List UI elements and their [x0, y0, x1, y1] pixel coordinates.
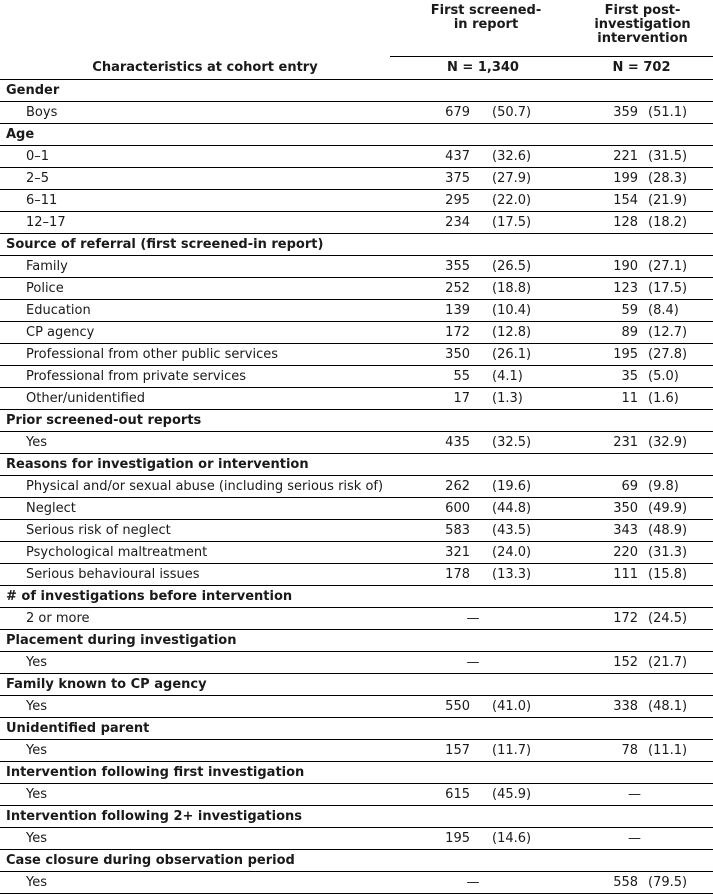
col2-percent: (48.9)	[644, 520, 713, 542]
table-row	[0, 102, 713, 124]
col1-count: 139	[390, 300, 486, 322]
col1-count: 355	[390, 256, 486, 278]
col2-title: First post-investigation intervention	[556, 0, 713, 57]
col1-percent: (18.8)	[486, 278, 556, 300]
col1-percent: (12.8)	[486, 322, 556, 344]
col2-percent: (12.7)	[644, 322, 713, 344]
section-row	[0, 762, 713, 784]
table-row	[0, 542, 713, 564]
col1-count: 295	[390, 190, 486, 212]
col1-count: 178	[390, 564, 486, 586]
col1-count: 252	[390, 278, 486, 300]
col2-count: 35	[556, 366, 644, 388]
table-row	[0, 388, 713, 410]
col2-percent: (28.3)	[644, 168, 713, 190]
row-label: Boys	[0, 102, 390, 124]
table-row	[0, 344, 713, 366]
table-row	[0, 696, 713, 718]
col2-count: 123	[556, 278, 644, 300]
col2-percent: (21.7)	[644, 652, 713, 674]
col1-dash: —	[390, 872, 556, 894]
col1-count: 172	[390, 322, 486, 344]
col2-percent: (31.3)	[644, 542, 713, 564]
row-label: Yes	[0, 784, 390, 806]
col2-count: 195	[556, 344, 644, 366]
col2-count: 69	[556, 476, 644, 498]
col2-count: 152	[556, 652, 644, 674]
col1-count: 600	[390, 498, 486, 520]
row-label: CP agency	[0, 322, 390, 344]
row-label: Psychological maltreatment	[0, 542, 390, 564]
section-label: Reasons for investigation or intervention	[0, 454, 713, 476]
table-row	[0, 828, 713, 850]
row-label: Yes	[0, 828, 390, 850]
col2-percent: (11.1)	[644, 740, 713, 762]
col2-percent: (8.4)	[644, 300, 713, 322]
table-row	[0, 872, 713, 894]
row-label: Serious risk of neglect	[0, 520, 390, 542]
col1-count: 437	[390, 146, 486, 168]
col2-percent: (1.6)	[644, 388, 713, 410]
section-row	[0, 124, 713, 146]
col2-percent: (18.2)	[644, 212, 713, 234]
row-label: 0–1	[0, 146, 390, 168]
section-row	[0, 674, 713, 696]
section-label: Family known to CP agency	[0, 674, 713, 696]
table-row	[0, 146, 713, 168]
row-label: Yes	[0, 740, 390, 762]
col2-n: N = 702	[556, 57, 713, 80]
table-row	[0, 190, 713, 212]
col1-percent: (22.0)	[486, 190, 556, 212]
table-row	[0, 278, 713, 300]
section-row	[0, 234, 713, 256]
col2-count: 231	[556, 432, 644, 454]
row-label: 2–5	[0, 168, 390, 190]
row-label: Neglect	[0, 498, 390, 520]
section-row	[0, 630, 713, 652]
section-label: Age	[0, 124, 713, 146]
section-row	[0, 454, 713, 476]
col2-count: 558	[556, 872, 644, 894]
section-row	[0, 806, 713, 828]
col1-count: 375	[390, 168, 486, 190]
col1-count: 615	[390, 784, 486, 806]
section-label: # of investigations before intervention	[0, 586, 713, 608]
col2-percent: (21.9)	[644, 190, 713, 212]
table-row	[0, 498, 713, 520]
col2-percent: (79.5)	[644, 872, 713, 894]
col1-percent: (26.5)	[486, 256, 556, 278]
col2-percent: (27.8)	[644, 344, 713, 366]
row-label: 2 or more	[0, 608, 390, 630]
row-label: Physical and/or sexual abuse (including serious risk of)	[0, 476, 390, 498]
table-row	[0, 322, 713, 344]
col1-n: N = 1,340	[390, 57, 556, 80]
row-label: Yes	[0, 872, 390, 894]
row-label: Education	[0, 300, 390, 322]
section-row	[0, 586, 713, 608]
section-label: Unidentified parent	[0, 718, 713, 740]
col1-percent: (11.7)	[486, 740, 556, 762]
col1-dash: —	[390, 608, 556, 630]
table-body	[0, 80, 713, 894]
row-label: Other/unidentified	[0, 388, 390, 410]
col1-title: First screened-in report	[390, 0, 556, 57]
col1-percent: (32.6)	[486, 146, 556, 168]
section-label: Placement during investigation	[0, 630, 713, 652]
col1-percent: (19.6)	[486, 476, 556, 498]
col1-dash: —	[390, 652, 556, 674]
col2-percent: (17.5)	[644, 278, 713, 300]
col1-percent: (26.1)	[486, 344, 556, 366]
col2-count: 59	[556, 300, 644, 322]
col1-percent: (43.5)	[486, 520, 556, 542]
table-row	[0, 740, 713, 762]
col2-count: 220	[556, 542, 644, 564]
col2-count: 359	[556, 102, 644, 124]
table-row	[0, 476, 713, 498]
table-row	[0, 652, 713, 674]
col2-count: 350	[556, 498, 644, 520]
col1-count: 234	[390, 212, 486, 234]
col1-count: 435	[390, 432, 486, 454]
col1-percent: (27.9)	[486, 168, 556, 190]
col1-percent: (32.5)	[486, 432, 556, 454]
row-label: Professional from private services	[0, 366, 390, 388]
col2-count: 199	[556, 168, 644, 190]
col2-count: 78	[556, 740, 644, 762]
section-row	[0, 410, 713, 432]
section-label: Prior screened-out reports	[0, 410, 713, 432]
col2-count: 172	[556, 608, 644, 630]
col1-percent: (13.3)	[486, 564, 556, 586]
section-label: Intervention following 2+ investigations	[0, 806, 713, 828]
row-label: 12–17	[0, 212, 390, 234]
col1-percent: (45.9)	[486, 784, 556, 806]
col2-percent: (9.8)	[644, 476, 713, 498]
table-row	[0, 564, 713, 586]
table-row	[0, 520, 713, 542]
col2-count: 343	[556, 520, 644, 542]
section-row	[0, 850, 713, 872]
section-row	[0, 718, 713, 740]
col2-percent: (48.1)	[644, 696, 713, 718]
row-label: Family	[0, 256, 390, 278]
col2-percent: (32.9)	[644, 432, 713, 454]
col1-percent: (17.5)	[486, 212, 556, 234]
row-label: Yes	[0, 432, 390, 454]
col1-percent: (44.8)	[486, 498, 556, 520]
col1-count: 17	[390, 388, 486, 410]
table-row	[0, 256, 713, 278]
section-label: Case closure during observation period	[0, 850, 713, 872]
col1-percent: (1.3)	[486, 388, 556, 410]
section-label: Gender	[0, 80, 713, 102]
col2-count: 128	[556, 212, 644, 234]
section-label: Intervention following first investigation	[0, 762, 713, 784]
col1-count: 262	[390, 476, 486, 498]
col1-count: 195	[390, 828, 486, 850]
col1-percent: (24.0)	[486, 542, 556, 564]
col1-count: 157	[390, 740, 486, 762]
col1-count: 55	[390, 366, 486, 388]
col2-count: 89	[556, 322, 644, 344]
col2-dash: —	[556, 784, 713, 806]
table-row	[0, 608, 713, 630]
col2-dash: —	[556, 828, 713, 850]
col1-count: 321	[390, 542, 486, 564]
col1-count: 679	[390, 102, 486, 124]
col2-count: 154	[556, 190, 644, 212]
row-label: 6–11	[0, 190, 390, 212]
row-label: Yes	[0, 696, 390, 718]
table-row	[0, 366, 713, 388]
table-row	[0, 168, 713, 190]
col1-percent: (14.6)	[486, 828, 556, 850]
col2-percent: (5.0)	[644, 366, 713, 388]
col1-percent: (41.0)	[486, 696, 556, 718]
row-label: Police	[0, 278, 390, 300]
col2-percent: (15.8)	[644, 564, 713, 586]
col1-count: 350	[390, 344, 486, 366]
row-label: Serious behavioural issues	[0, 564, 390, 586]
table-row	[0, 784, 713, 806]
table-row	[0, 300, 713, 322]
section-row	[0, 80, 713, 102]
col2-count: 338	[556, 696, 644, 718]
col2-count: 11	[556, 388, 644, 410]
col2-count: 190	[556, 256, 644, 278]
col2-percent: (24.5)	[644, 608, 713, 630]
col1-percent: (4.1)	[486, 366, 556, 388]
header-spacer	[0, 0, 390, 57]
row-label-header: Characteristics at cohort entry	[0, 57, 390, 80]
row-label: Yes	[0, 652, 390, 674]
col1-count: 550	[390, 696, 486, 718]
col2-percent: (49.9)	[644, 498, 713, 520]
col2-percent: (27.1)	[644, 256, 713, 278]
col2-percent: (31.5)	[644, 146, 713, 168]
table-row	[0, 212, 713, 234]
row-label: Professional from other public services	[0, 344, 390, 366]
col1-count: 583	[390, 520, 486, 542]
table-row	[0, 432, 713, 454]
col2-count: 221	[556, 146, 644, 168]
col1-percent: (10.4)	[486, 300, 556, 322]
section-label: Source of referral (first screened-in report)	[0, 234, 713, 256]
col1-percent: (50.7)	[486, 102, 556, 124]
col2-count: 111	[556, 564, 644, 586]
col2-percent: (51.1)	[644, 102, 713, 124]
